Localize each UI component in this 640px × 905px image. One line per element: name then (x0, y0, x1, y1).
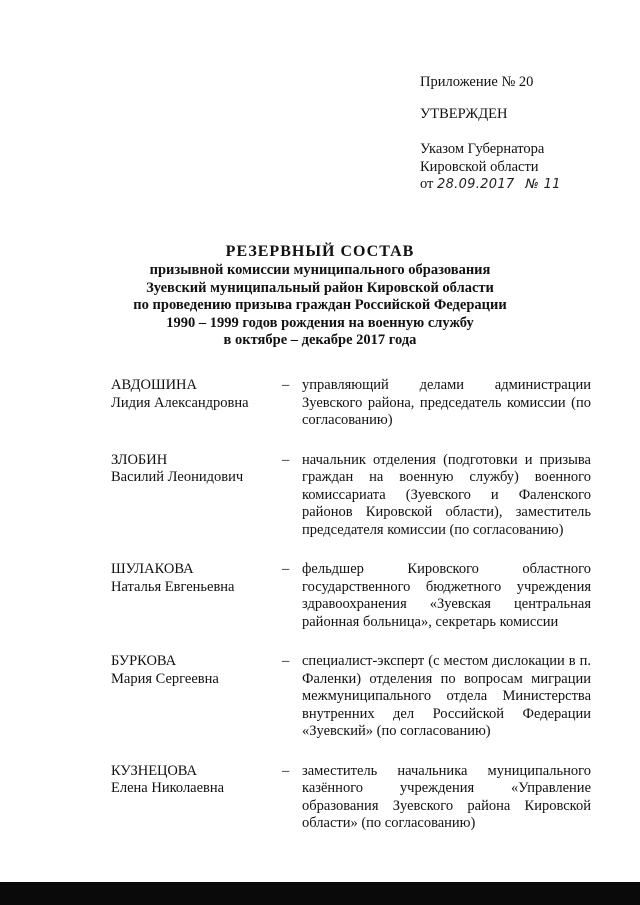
member-dash: – (282, 451, 290, 468)
member-entry (111, 653, 591, 741)
member-role: заместитель начальника муниципального казённого учреждения «Управление образования Зуевского района Кировской области» (по согласованию) (302, 762, 591, 831)
heading-line-5: в октябре – декабре 2017 года (223, 332, 417, 348)
handwritten-date: 28.09.2017 (437, 177, 515, 192)
member-entry (111, 377, 591, 430)
member-name (111, 561, 282, 631)
document-heading (0, 242, 640, 350)
member-role: фельдшер Кировского областного государственного бюджетного учреждения здравоохранения «Зуевская центральная районная больница», секретарь комиссии (302, 561, 591, 630)
member-name (111, 653, 282, 741)
approval-block (420, 74, 620, 194)
member-entry (111, 561, 591, 631)
member-surname: ШУЛАКОВА (111, 561, 194, 577)
decree-date-line (420, 176, 620, 194)
member-name (111, 452, 282, 540)
decree-line-2: Кировской области (420, 158, 539, 175)
member-given-name: Лидия Александровна (111, 394, 249, 411)
member-dash: – (282, 762, 290, 779)
member-dash: – (282, 653, 290, 669)
member-name (111, 377, 282, 430)
approved-stamp-text: УТВЕРЖДЕН (420, 105, 508, 122)
decree-line-1: Указом Губернатора (420, 141, 545, 157)
member-role: начальник отделения (подготовки и призыва граждан на военную службу) военного комиссариата (Зуевского и Фаленского районов Кировской области), заместитель председателя комиссии (по согласованию) (302, 451, 591, 538)
scan-edge-bar (0, 882, 640, 905)
member-name (111, 763, 282, 833)
heading-line-3: по проведению призыва граждан Российской Федерации (133, 297, 507, 313)
heading-line-4: 1990 – 1999 годов рождения на военную службу (166, 314, 474, 331)
member-entry (111, 452, 591, 540)
member-entry (111, 763, 591, 833)
member-surname: КУЗНЕЦОВА (111, 762, 198, 779)
member-dash: – (282, 561, 290, 577)
member-given-name: Наталья Евгеньевна (111, 578, 235, 595)
appendix-number: Приложение № 20 (420, 74, 534, 90)
member-given-name: Елена Николаевна (111, 780, 225, 796)
heading-line-1: призывной комиссии муниципального образования (149, 262, 491, 278)
members-list (111, 377, 591, 833)
heading-line-2: Зуевский муниципальный район Кировской области (146, 279, 494, 296)
member-surname: ЗЛОБИН (111, 451, 168, 468)
member-dash: – (282, 377, 290, 393)
member-surname: БУРКОВА (111, 653, 177, 669)
member-role: специалист-эксперт (с местом дислокации в п. Фаленки) отделения по вопросам миграции межмуниципального отдела Министерства внутренних дел Российской Федерации «Зуевский» (по согласованию) (302, 653, 591, 739)
date-prefix: от (420, 176, 434, 192)
member-surname: АВДОШИНА (111, 377, 197, 393)
member-given-name: Василий Леонидович (111, 469, 244, 485)
document-title: РЕЗЕРВНЫЙ СОСТАВ (225, 243, 415, 260)
member-given-name: Мария Сергеевна (111, 670, 219, 687)
member-role: управляющий делами администрации Зуевского района, председатель комиссии (по согласованию) (302, 377, 591, 428)
handwritten-number: № 11 (525, 177, 561, 192)
